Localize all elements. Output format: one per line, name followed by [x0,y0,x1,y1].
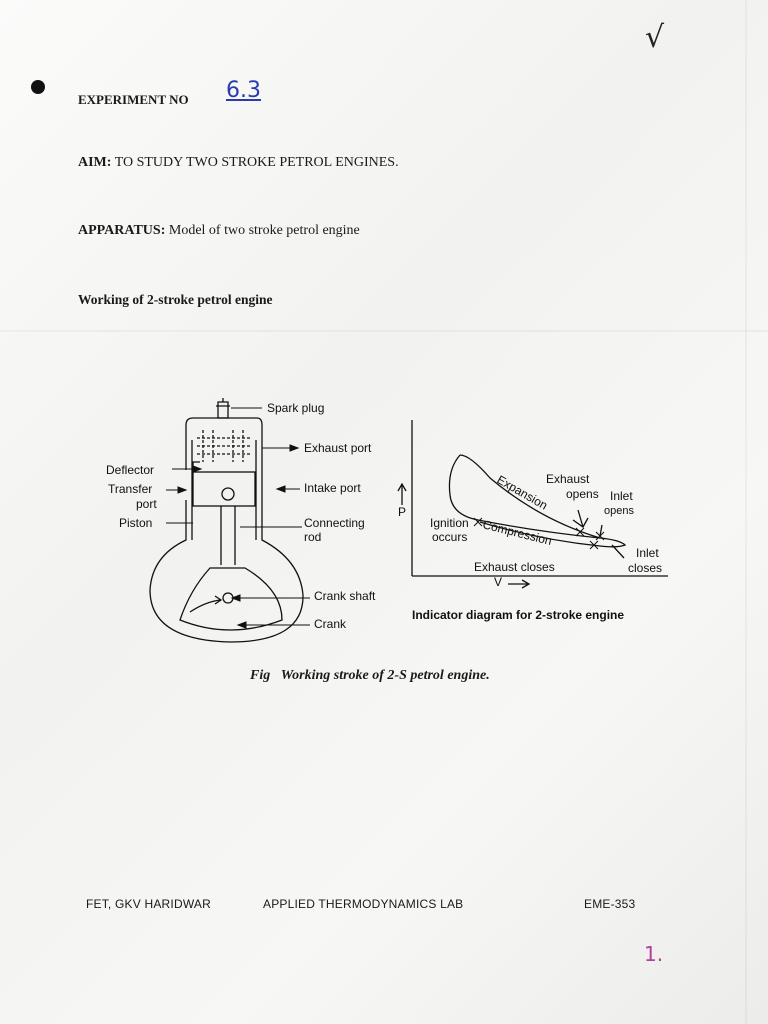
label-intake-port: Intake port [304,481,361,495]
label-ignition-1: Ignition [430,516,469,530]
label-v-axis: V [494,575,503,589]
tick-mark: √ [645,20,665,55]
spark-plug-shape [216,398,230,418]
label-transfer-port-2: port [136,497,157,511]
experiment-number: 6.3 [226,78,261,103]
label-inlet-opens-1: Inlet [610,489,633,503]
apparatus-text: Model of two stroke petrol engine [168,223,360,238]
apparatus-label: APPARATUS: [78,223,166,238]
label-deflector: Deflector [106,463,155,477]
page-number: 1. [644,942,664,966]
label-inlet-closes-1: Inlet [636,546,659,560]
p-arrow [398,484,406,505]
label-exhaust-opens-1: Exhaust [546,472,590,486]
label-inlet-opens-2: opens [604,505,634,517]
aim-text: TO STUDY TWO STROKE PETROL ENGINES. [114,155,399,170]
label-inlet-closes-2: closes [628,561,663,575]
crank-rotation-arrow [190,600,220,612]
label-expansion: Expansion [494,472,551,513]
label-transfer-port-1: Transfer [108,482,153,496]
experiment-label: EXPERIMENT NO [78,92,189,107]
crank-web-shape [180,568,282,630]
gudgeon-pin [222,488,234,500]
connecting-rod-shape [221,506,235,565]
caption-fig-label: Fig [250,668,271,683]
label-exhaust-opens-2: opens [566,487,599,501]
label-p-axis: P [398,505,407,519]
label-crank: Crank [314,617,347,631]
section-title: Working of 2-stroke petrol engine [78,292,273,307]
label-exhaust-closes: Exhaust closes [474,560,555,574]
indicator-diagram-title: Indicator diagram for 2-stroke engine [412,608,625,622]
label-exhaust-port: Exhaust port [304,441,372,455]
footer-lab-name: APPLIED THERMODYNAMICS LAB [263,897,464,911]
footer-course-code: EME-353 [584,897,636,911]
label-spark-plug: Spark plug [267,401,325,415]
combustion-hatch [197,430,252,462]
label-ignition-2: occurs [432,530,468,544]
label-connecting-rod-1: Connecting [304,516,365,530]
caption-text: Working stroke of 2-S petrol engine. [280,668,490,683]
label-piston: Piston [119,516,153,530]
aim-label: AIM: [78,155,112,170]
figure-caption [250,668,490,684]
v-arrow [508,580,529,588]
footer-institution: FET, GKV HARIDWAR [86,897,211,911]
label-crank-shaft: Crank shaft [314,589,376,603]
label-compression: Compression [481,517,554,549]
label-connecting-rod-2: rod [304,530,322,544]
